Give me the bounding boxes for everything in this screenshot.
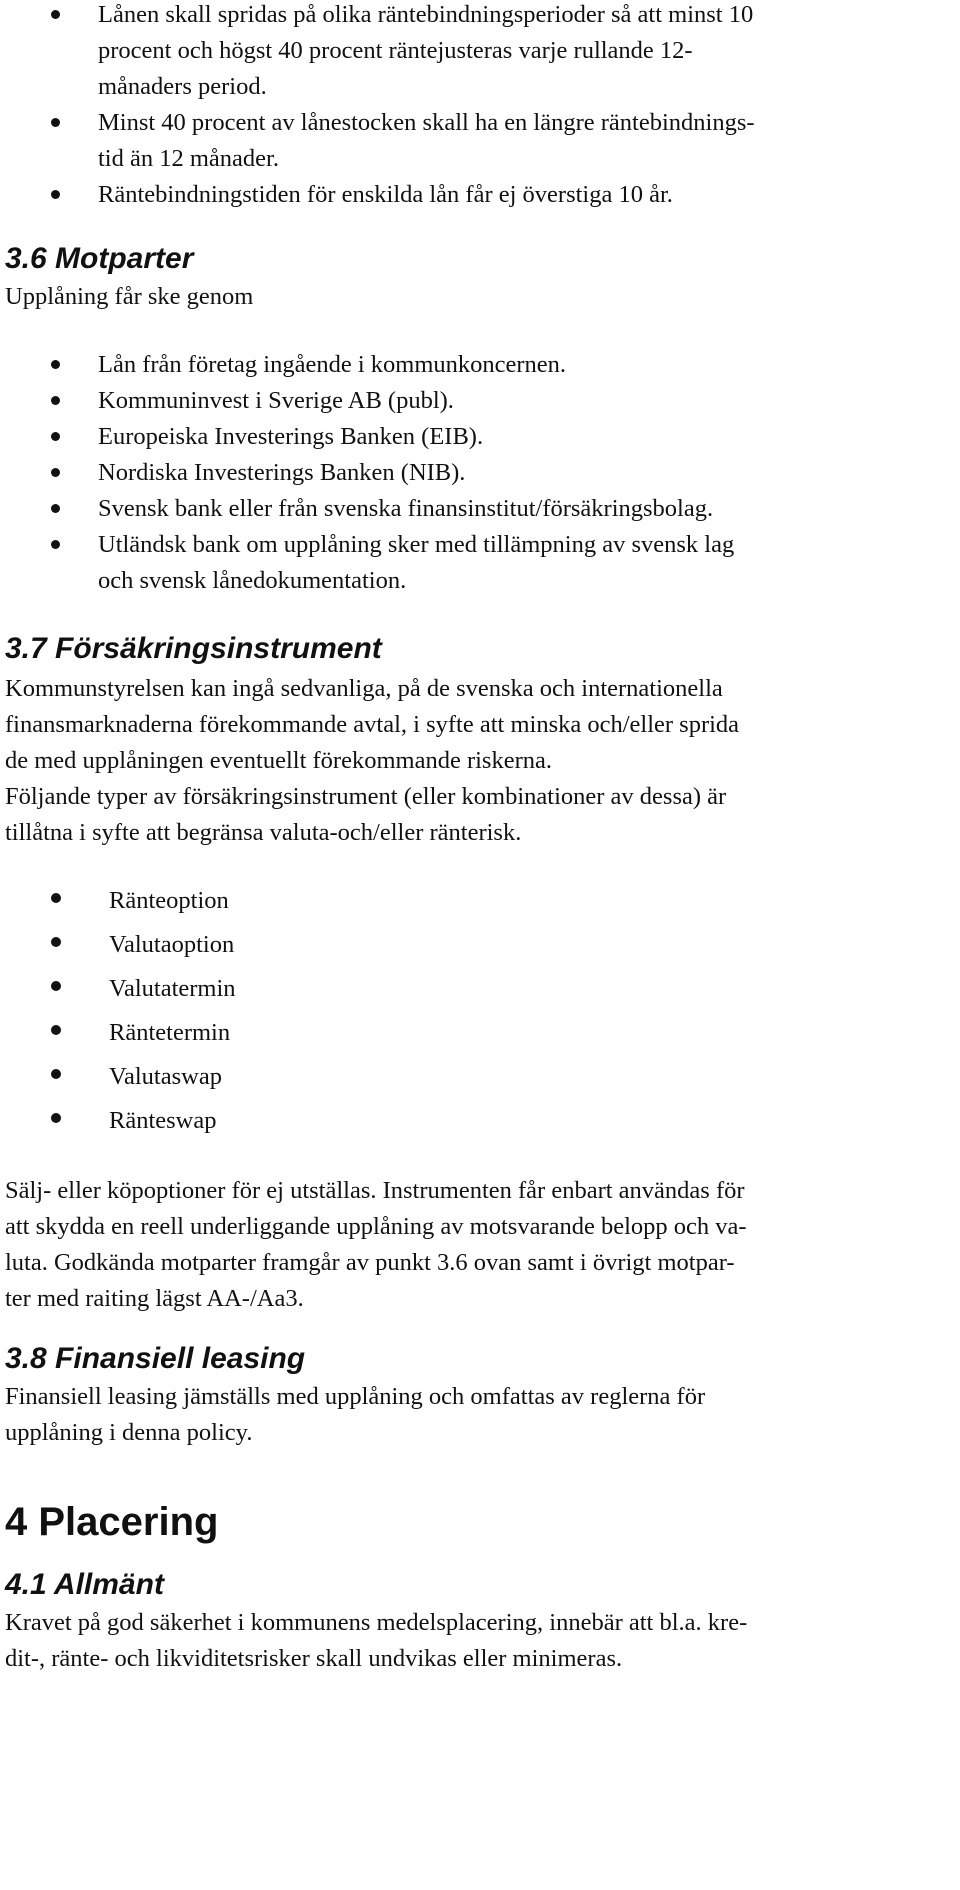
text-line: dit-, ränte- och likviditetsrisker skall undvikas eller minimeras.	[5, 1645, 623, 1672]
text-line: Kravet på god säkerhet i kommunens medelsplacering, innebär att bl.a. kre-	[5, 1609, 748, 1636]
text-line: luta. Godkända motparter framgår av punkt 3.6 ovan samt i övrigt motpar-	[5, 1249, 735, 1276]
text-line: Valutaswap	[109, 1063, 222, 1090]
text-line: Finansiell leasing jämställs med upplåning och omfattas av reglerna för	[5, 1383, 706, 1410]
text-line: och svensk lånedokumentation.	[98, 567, 407, 594]
text-line: Sälj- eller köpoptioner för ej utställas. Instrumenten får enbart användas för	[5, 1177, 745, 1204]
list-item	[5, 347, 960, 383]
paragraph	[5, 1173, 960, 1317]
text-line: Kommunstyrelsen kan ingå sedvanliga, på de svenska och internationella	[5, 675, 723, 702]
list-item	[5, 177, 960, 213]
text-line: Kommuninvest i Sverige AB (publ).	[98, 387, 454, 414]
list-item	[5, 923, 960, 967]
text-line: Lån från företag ingående i kommunkoncernen.	[98, 351, 567, 378]
top-bullet-list	[5, 0, 960, 213]
text-line: Valutaoption	[109, 931, 235, 958]
text-line: finansmarknaderna förekommande avtal, i syfte att minska och/eller sprida	[5, 711, 740, 738]
counterparty-list	[5, 347, 960, 599]
instrument-list	[5, 879, 960, 1143]
text-line: Lånen skall spridas på olika räntebindningsperioder så att minst 10	[98, 1, 754, 28]
list-item	[5, 967, 960, 1011]
section-heading-3-6: 3.6 Motparter	[5, 242, 194, 275]
paragraph	[5, 1605, 960, 1677]
list-item	[5, 1099, 960, 1143]
paragraph	[5, 779, 960, 851]
text-line: procent och högst 40 procent räntejusteras varje rullande 12-	[98, 37, 693, 64]
section-heading-3-8: 3.8 Finansiell leasing	[5, 1342, 306, 1375]
text-line: månaders period.	[98, 73, 267, 100]
section-heading-4-1: 4.1 Allmänt	[5, 1568, 164, 1601]
text-line: upplåning i denna policy.	[5, 1419, 253, 1446]
chapter-heading-4: 4 Placering	[5, 1500, 219, 1544]
list-item	[5, 383, 960, 419]
list-item	[5, 105, 960, 177]
list-item	[5, 455, 960, 491]
text-line: Europeiska Investerings Banken (EIB).	[98, 423, 484, 450]
list-item	[5, 1055, 960, 1099]
text-line: Ränteswap	[109, 1107, 217, 1134]
section-intro: Upplåning får ske genom	[5, 283, 254, 310]
list-item	[5, 1011, 960, 1055]
text-line: Följande typer av försäkringsinstrument (eller kombinationer av dessa) är	[5, 783, 727, 810]
text-line: de med upplåningen eventuellt förekommande riskerna.	[5, 747, 552, 774]
paragraph	[5, 671, 960, 779]
list-item	[5, 491, 960, 527]
list-item	[5, 879, 960, 923]
text-line: Räntebindningstiden för enskilda lån får ej överstiga 10 år.	[98, 181, 673, 208]
text-line: Räntetermin	[109, 1019, 231, 1046]
text-line: Valutatermin	[109, 975, 236, 1002]
text-line: Svensk bank eller från svenska finansinstitut/försäkringsbolag.	[98, 495, 714, 522]
text-line: Nordiska Investerings Banken (NIB).	[98, 459, 466, 486]
text-line: ter med raiting lägst AA-/Aa3.	[5, 1285, 304, 1312]
text-line: tillåtna i syfte att begränsa valuta-och/eller ränterisk.	[5, 819, 522, 846]
text-line: tid än 12 månader.	[98, 145, 279, 172]
paragraph	[5, 1379, 960, 1451]
text-line: Minst 40 procent av lånestocken skall ha en längre räntebindnings-	[98, 109, 755, 136]
list-item	[5, 0, 960, 105]
section-heading-3-7: 3.7 Försäkringsinstrument	[5, 632, 382, 665]
text-line: Ränteoption	[109, 887, 229, 914]
list-item	[5, 527, 960, 599]
list-item	[5, 419, 960, 455]
text-line: Utländsk bank om upplåning sker med tillämpning av svensk lag	[98, 531, 735, 558]
text-line: att skydda en reell underliggande upplåning av motsvarande belopp och va-	[5, 1213, 747, 1240]
